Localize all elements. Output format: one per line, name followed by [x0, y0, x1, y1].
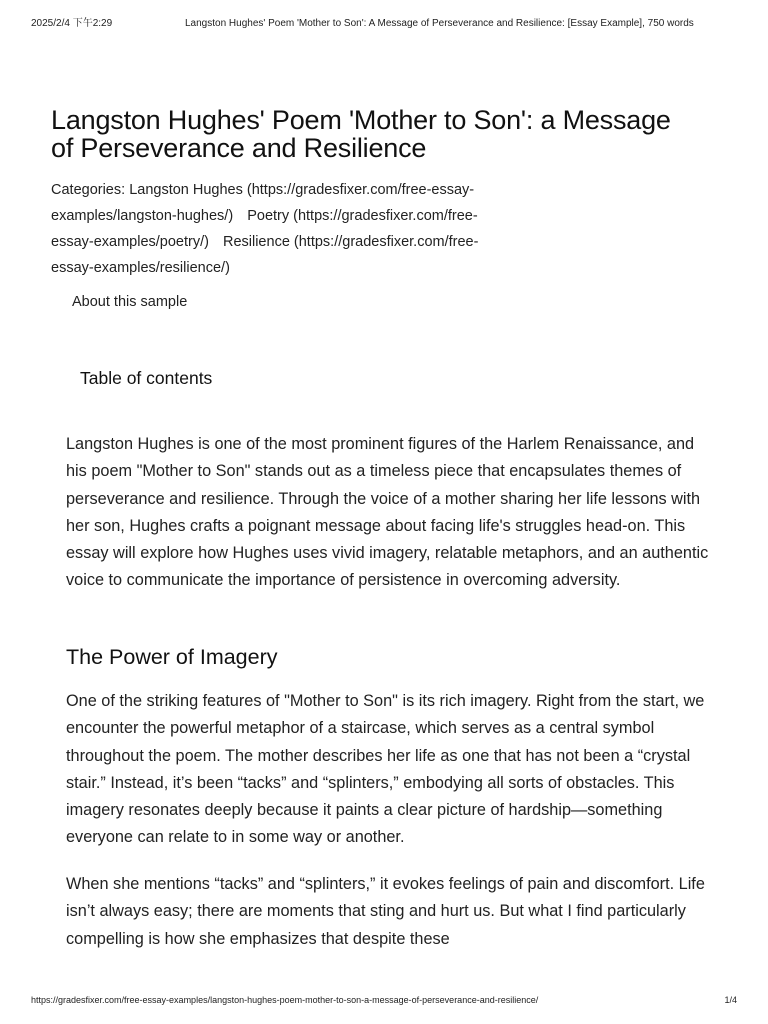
- categories-label: Categories:: [51, 182, 126, 198]
- section-heading: The Power of Imagery: [66, 645, 278, 669]
- about-sample-toggle[interactable]: About this sample: [72, 294, 188, 310]
- print-header: [31, 17, 737, 31]
- category-link-poetry[interactable]: Poetry (https://gradesfixer.com/free-essay-examples/poetry/): [51, 208, 478, 250]
- print-document-title: Langston Hughes' Poem 'Mother to Son': A Message of Perseverance and Resilience: [Essay Example], 750 words: [185, 18, 694, 29]
- print-datetime: 2025/2/4 下午2:29: [31, 18, 113, 29]
- article-title: Langston Hughes' Poem 'Mother to Son': a Message of Perseverance and Resilience: [51, 105, 671, 163]
- print-footer: [31, 993, 737, 1007]
- category-link-resilience[interactable]: Resilience (https://gradesfixer.com/free-essay-examples/resilience/): [51, 234, 479, 276]
- essay-paragraph: When she mentions “tacks” and “splinters,” it evokes feelings of pain and discomfort. Life isn’t always easy; there are moments that sting and hurt us. But what I find particularly compelling is how she emphasizes that despite these: [66, 875, 705, 948]
- category-link-langston-hughes[interactable]: Langston Hughes (https://gradesfixer.com/free-essay-examples/langston-hughes/): [51, 182, 475, 224]
- essay-paragraph: Langston Hughes is one of the most prominent figures of the Harlem Renaissance, and his poem "Mother to Son" stands out as a timeless piece that encapsulates themes of perseverance and resilience. Through the voice of a mother sharing her life lessons with her son, Hughes crafts a poignant message about facing life's struggles head-on. This essay will explore how Hughes uses vivid imagery, relatable metaphors, and an authentic voice to communicate the importance of persistence in overcoming adversity.: [66, 435, 709, 590]
- categories: [51, 177, 511, 281]
- print-footer-url: https://gradesfixer.com/free-essay-examples/langston-hughes-poem-mother-to-son-a-message-of-perseverance-and-resilience/: [31, 995, 539, 1005]
- essay-paragraph: One of the striking features of "Mother to Son" is its rich imagery. Right from the start, we encounter the powerful metaphor of a staircase, which serves as a central symbol throughout the poem. The mother describes her life as one that has not been a “crystal stair.” Instead, it’s been “tacks” and “splinters,” embodying all sorts of obstacles. This imagery resonates deeply because it paints a clear picture of hardship—something everyone can relate to in some way or another.: [66, 692, 705, 847]
- table-of-contents-toggle[interactable]: Table of contents: [80, 368, 213, 388]
- page-number: 1/4: [724, 995, 737, 1005]
